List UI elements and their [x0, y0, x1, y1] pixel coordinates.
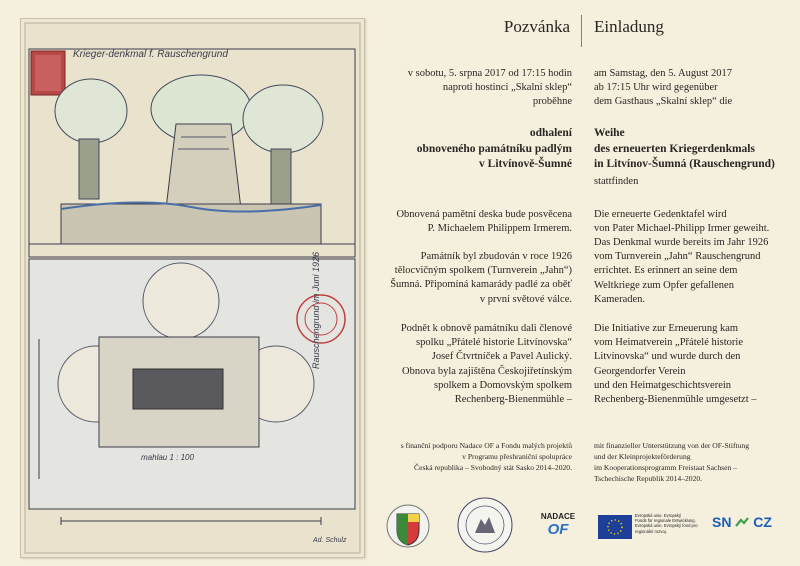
drawing-bottom-text: mahlau 1 : 100: [141, 453, 194, 462]
german-paragraph-1: Die erneuerte Gedenktafel wird von Pater Michael-Philipp Irmer geweiht.: [594, 209, 770, 235]
title-divider: [581, 15, 582, 47]
sn-cz-logo: [712, 514, 778, 540]
czech-funding: s finanční podporu Nadace OF a Fondu malých projektů v Programu přeshraniční spolupráce Česká republika – Svobodný stát Sasko 2014–2020.: [400, 441, 572, 472]
eu-text: Evropská unie. Evropský Fonds für regionale Entwicklung. Evropská unie. Evropský fond pro regionální rozvoj.: [635, 513, 698, 534]
of-text: OF: [547, 521, 569, 538]
nadace-text: NADACE: [540, 512, 576, 521]
drawing-header-text: Krieger-denkmal f. Rauschengrund: [73, 49, 228, 60]
arrow-icon: [735, 516, 749, 530]
czech-title: Pozvánka: [503, 17, 570, 36]
eu-logo: [598, 513, 698, 543]
german-paragraph-3: Die Initiative zur Erneuerung kam vom Heimatverein „Přátelé historie Litvínovska“ und wurde durch den Georgendorfer Verein und den Heimatgeschichtsverein Rechenberg-Bienenmühle umgesetzt –: [594, 323, 757, 406]
heimatverein-logo: [455, 495, 515, 555]
eu-flag-icon: [598, 515, 632, 539]
german-highlight: Weihe des erneuerten Kriegerdenkmals in Litvínov-Šumná (Rauschengrund): [594, 127, 775, 170]
drawing-side-text: Rauschengrund im Juni 1926: [311, 251, 321, 369]
german-intro: am Samstag, den 5. August 2017 ab 17:15 Uhr wird gegenüber dem Gasthaus „Skalní sklep“ die: [594, 68, 733, 108]
cz-text: CZ: [753, 514, 772, 530]
german-after: stattfinden: [594, 176, 639, 187]
memorial-drawing: [20, 18, 365, 558]
german-title: Einladung: [594, 17, 664, 36]
sn-text: SN: [712, 514, 732, 530]
german-funding: mit finanzieller Unterstützung von der OF-Stiftung und der Kleinprojekteförderung im Kooperationsprogramm Freistaat Sachsen – Tschechische Republik 2014–2020.: [594, 441, 750, 483]
czech-paragraph-2: Památník byl zbudován v roce 1926 tělocvičným spolkem (Turnverein „Jahn“) Šumná. Připomíná kamarády padlé za oběť v první světové válce.: [390, 251, 572, 305]
czech-highlight: odhalení obnoveného památníku padlým v Litvínově-Šumné: [416, 127, 572, 170]
czech-intro: v sobotu, 5. srpna 2017 od 17:15 hodin naproti hostinci „Skalní sklep“ proběhne: [407, 68, 572, 108]
drawing-signature: Ad. Schulz: [313, 537, 347, 544]
czech-paragraph-3: Podnět k obnově památníku dali členové spolku „Přátelé historie Litvínovska“ Josef Čtvrtníček a Pavel Aulický. Obnova byla zajištěna Českojiřetínským spolkem a Domovským spolkem Rechenberg-Bienenmühle –: [400, 323, 572, 406]
german-paragraph-2: Das Denkmal wurde bereits im Jahr 1926 vom Turnverein „Jahn“ Rauschengrund errichtet. Es erinnert an seine dem Weltkriege zum Opfer gefallenen Kameraden.: [594, 237, 769, 305]
nadace-of-logo: [537, 512, 579, 538]
czech-paragraph-1: Obnovená pamětní deska bude posvěcena P. Michaelem Philippem Irmerem.: [396, 209, 572, 235]
coat-of-arms-logo: [385, 502, 431, 550]
